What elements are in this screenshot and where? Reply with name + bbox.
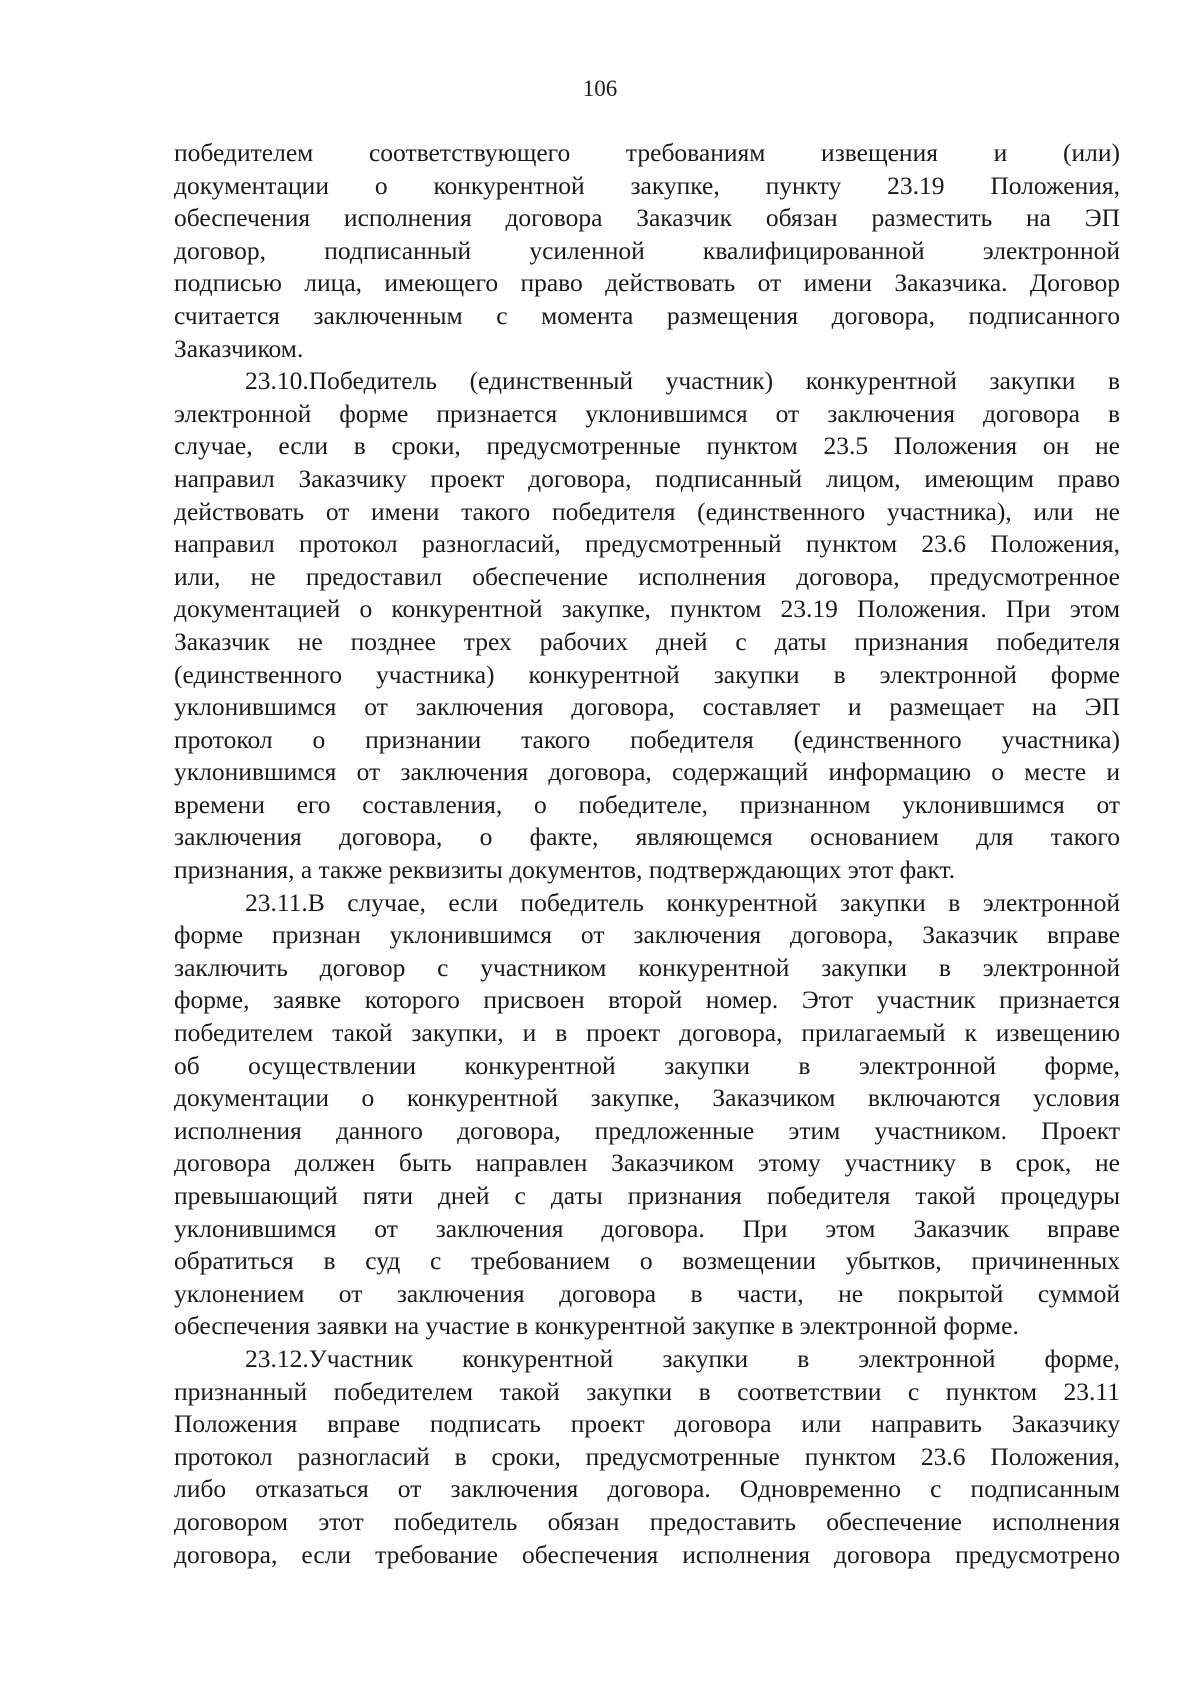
text-line: уклонением от заключения договора в части, не покрытой суммой — [174, 1278, 1120, 1308]
text-line: времени его составления, о победителе, признанном уклонившимся от — [174, 789, 1120, 819]
text-line: договора, если требование обеспечения исполнения договора предусмотрено — [174, 1539, 1120, 1569]
document-body — [174, 137, 1120, 1571]
text-line: форме признан уклонившимся от заключения договора, Заказчик вправе — [174, 920, 1120, 950]
text-line: протокол разногласий в сроки, предусмотренные пунктом 23.6 Положения, — [174, 1441, 1120, 1471]
text-line: уклонившимся от заключения договора, составляет и размещает на ЭП — [174, 692, 1120, 722]
text-line: документации о конкурентной закупке, Заказчиком включаются условия — [174, 1083, 1120, 1113]
text-line: электронной форме признается уклонившимся от заключения договора в — [174, 398, 1120, 428]
text-line: обратиться в суд с требованием о возмещении убытков, причиненных — [174, 1246, 1120, 1276]
text-line: документации о конкурентной закупке, пункту 23.19 Положения, — [174, 170, 1120, 200]
text-line: направил Заказчику проект договора, подписанный лицом, имеющим право — [174, 463, 1120, 493]
text-line: признания, а также реквизиты документов, подтверждающих этот факт. — [174, 855, 956, 885]
text-line: победителем соответствующего требованиям извещения и (или) — [174, 138, 1120, 167]
paragraph-first-line: 23.11.В случае, если победитель конкурентной закупки в электронной — [245, 887, 1120, 917]
text-line: обеспечения исполнения договора Заказчик обязан разместить на ЭП — [174, 203, 1120, 233]
text-line: считается заключенным с момента размещения договора, подписанного — [174, 300, 1120, 330]
text-line: либо отказаться от заключения договора. Одновременно с подписанным — [174, 1474, 1120, 1504]
text-line: исполнения данного договора, предложенные этим участником. Проект — [174, 1115, 1120, 1145]
paragraph-first-line: 23.12.Участник конкурентной закупки в электронной форме, — [245, 1343, 1120, 1373]
text-line: заключения договора, о факте, являющемся основанием для такого — [174, 822, 1120, 852]
text-line: документацией о конкурентной закупке, пунктом 23.19 Положения. При этом — [174, 594, 1120, 624]
text-line: заключить договор с участником конкурентной закупки в электронной — [174, 952, 1120, 982]
text-line: Заказчик не позднее трех рабочих дней с даты признания победителя — [174, 626, 1120, 656]
text-line: договора должен быть направлен Заказчиком этому участнику в срок, не — [174, 1148, 1120, 1178]
text-line: Положения вправе подписать проект договора или направить Заказчику — [174, 1409, 1120, 1439]
text-line: признанный победителем такой закупки в соответствии с пунктом 23.11 — [174, 1376, 1120, 1406]
text-line: действовать от имени такого победителя (единственного участника), или не — [174, 496, 1120, 526]
text-line: Заказчиком. — [174, 333, 304, 363]
page-number: 106 — [582, 76, 618, 101]
text-line: превышающий пяти дней с даты признания победителя такой процедуры — [174, 1181, 1120, 1210]
text-line: договор, подписанный усиленной квалифицированной электронной — [174, 235, 1120, 265]
text-line: уклонившимся от заключения договора, содержащий информацию о месте и — [174, 757, 1120, 787]
text-line: (единственного участника) конкурентной закупки в электронной форме — [174, 659, 1120, 689]
text-line: случае, если в сроки, предусмотренные пунктом 23.5 Положения он не — [174, 431, 1120, 461]
text-line: протокол о признании такого победителя (единственного участника) — [174, 724, 1120, 754]
text-line: победителем такой закупки, и в проект договора, прилагаемый к извещению — [174, 1018, 1120, 1048]
text-line: форме, заявке которого присвоен второй номер. Этот участник признается — [174, 985, 1120, 1015]
text-line: направил протокол разногласий, предусмотренный пунктом 23.6 Положения, — [174, 529, 1120, 559]
text-line: уклонившимся от заключения договора. При этом Заказчик вправе — [174, 1213, 1120, 1243]
text-line: об осуществлении конкурентной закупки в электронной форме, — [174, 1050, 1120, 1080]
text-line: подписью лица, имеющего право действовать от имени Заказчика. Договор — [174, 268, 1120, 298]
text-line: или, не предоставил обеспечение исполнения договора, предусмотренное — [174, 561, 1120, 591]
text-line: обеспечения заявки на участие в конкурентной закупке в электронной форме. — [174, 1311, 1019, 1341]
text-line: договором этот победитель обязан предоставить обеспечение исполнения — [174, 1506, 1120, 1536]
paragraph-first-line: 23.10.Победитель (единственный участник) конкурентной закупки в — [245, 366, 1120, 396]
